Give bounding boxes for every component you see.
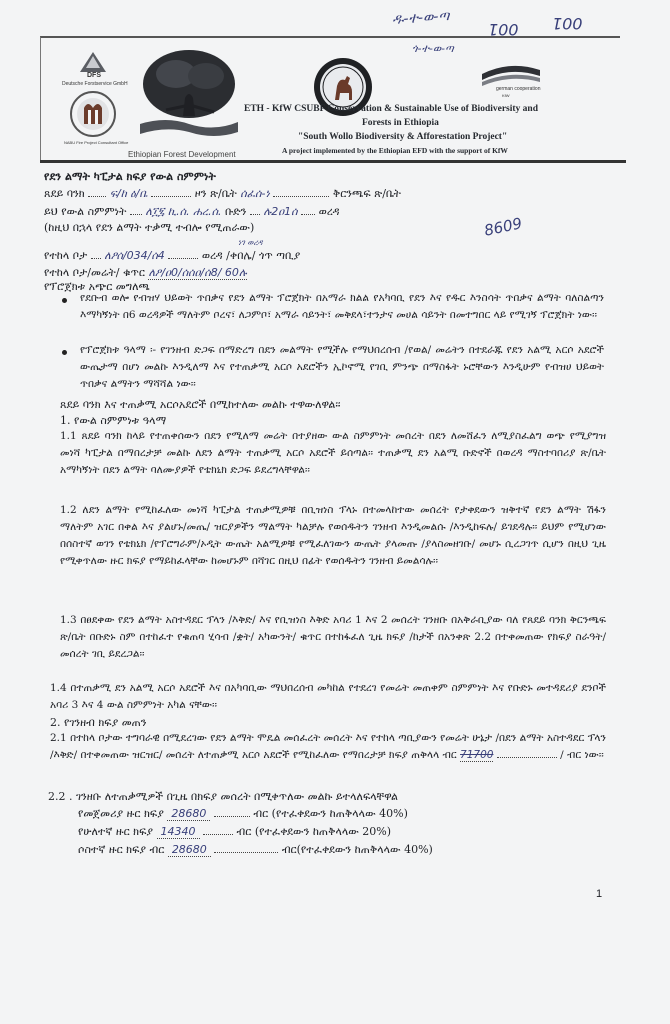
- beneficiary-note: (ከዚህ በኋላ የደን ልማት ተቃሚ ተብሎ የሚጠራው): [44, 221, 255, 234]
- section-2-title: 2. የገንዘብ ክፍያ መጠን: [50, 716, 147, 729]
- section-1-1: 1.1 ጸደይ ባንክ ከላይ የተጠቀሰውን በደን የሚለማ መሬት በተያዘው ውል ስምምነት መሰረት በደን ለመሸፈን ለሚያስፈልግ ወጭ የሚያግዝ መነሻ ካፒታል በማበረታቻ መልኩ ለደን ልማት ተጠቃሚ አርሶ አደሮች ይሰጣል፡፡ ተጠቃሚ ደን አልሚ ቡድኖች በወረዳ ማስተባበሪያ ጽ/ቤት አማካኝነት በደን ልማት ባለሙያዎች የቴክኒክ ድጋፍ ይደረግላቸዋል፡፡: [60, 430, 606, 476]
- section-1-3: 1.3 በፀደቀው የደን ልማት አስተዳደር ፕላን /እቅድ/ እና የቢዝነስ እቅድ አባሪ 1 እና 2 መሰረት ገንዘቡ በአቅራቢያው ባለ የጸደይ ባንክ ቅርንጫፍ ጽ/ቤት በቡድኑ ስም በተከፈተ የቁጠባ ሂሳብ /ቋት/ አካውንት/ ቁጥር በተከፋፈለ ጊዜ ክፍያ /ከታች በአንቀጽ 2.2 በተቀመጠው የክፍያ ስራዓት/ መሰረት ገቢ ይደረጋል፡፡: [60, 614, 606, 660]
- section-2-1-text: 2.1 በተከላ ቦታው ተግባራዊ በሚደረገው የደን ልማት ሞዴል መሰፈረት መሰረት እና የተከላ ጣቢያውን የመሬት ሁኔታ /በደን ልማት አስተዳደር ፕላን /እቅድ/ በተቀመጠው ዝርዝር/ መሰረት ለተጠቃሚ አርሶ አደሮች የሚከፈለው የማበረታቻ ክፍያ ጠቅላላ ብር: [50, 732, 606, 761]
- handwritten-note-b: ጎ-ተ-ወ-ጣ: [412, 42, 454, 55]
- payment-3-amount: 28680: [168, 843, 211, 857]
- handwritten-note-a: ዱ-ተ-ወ-ጣ: [391, 8, 451, 28]
- total-amount-unit: / ብር: [560, 749, 582, 761]
- bank-label: ጸደይ ባንክ: [44, 187, 85, 200]
- section-1-title: 1. የውል ስምምነቱ ዓላማ: [60, 414, 167, 427]
- kfw-sub: KfW: [502, 93, 510, 98]
- tree-logo: [136, 46, 242, 142]
- section-2-1: [50, 730, 606, 764]
- handwritten-ref-a: 001: [488, 20, 519, 39]
- section-1-4: 1.4 በተጠቃሚ ደን አልሚ አርሶ አደሮች እና በአካባቢው ማህበረሰብ መካከል የተደረገ የመሬት መጠቀም ስምምነት እና የቡድኑ መተዳደሪያ ደንቦች አባሪ 3 እና 4 ውል ስምምነት አካል ናቸው፡፡: [50, 682, 606, 711]
- bullet-text-1: የደቡብ ወሎ የብዝሃ ህይወት ጥበቃና የደን ልማት ፕሮጀክት በአማራ ክልል የአካባቢ የደን እና የዱር እንስሳት ጥበቃና ልማት ባለስልጣን እማካኝነት በ6 ወረዳዎች ማለትም ቦረና፣ ለጋምቦ፣ አማራ ሳይንት፣ መቅደላ፣ተንታና መሀል ሳይንት በመተግበር ላይ የሚገኝ ፕሮጀክት ነው፡፡: [80, 292, 604, 321]
- agreement-label: ይህ የውል ስምምነት: [44, 205, 127, 218]
- payment-2-label: የሁለተኛ ዙር ክፍያ: [78, 825, 154, 838]
- intro-line: ጸደይ ባንክ እና ተጠቃሚ አርሶአደሮች በሚከተለው መልኩ ተዋውለዋል፡፡: [60, 398, 341, 411]
- section-2-2: 2.2 . ገንዘቡ ለተጠቃሚዎች በጊዜ በክፍያ መሰረት በሚቀጥለው መልኩ ይተላለፍላቸዋል: [48, 790, 398, 803]
- handwritten-side-number: 8609: [482, 214, 524, 240]
- planting-site-location: ወረዳ /ቀበሌ/ ጎጥ ጣቢያ: [201, 249, 301, 262]
- payment-3-label: ሶስተኛ ዙር ክፍያ ብር: [78, 843, 165, 856]
- section-1-2: 1.2 ለደን ልማት የሚከፈለው መነሻ ካፒታል ተጠቃሚዎቹ በቢዝነስ ፕላኑ በተመላከተው መሰረት የታቀደውን ዝቅተኛ የደን ልማት ሽፋን ማለትም አገር በቀል እና ያልሆኑ/መጤ/ ዝርያዎችን ማልማት ካልቻሉ የወሰዱትን ገንዘብ እንዲመልሱ /እንዲከፍሉ/ ይገደዳሉ፡፡ ይህም የሚሆነው በሰስተኛ ወገን የቴክኒክ /የፕሮግራም/ኦዲት ውጤት አልሚዎቹ የሚፈለገውን ውጤት ያላመጡ /ያላስመዘገቡ/ መሆኑ ሲረጋገጥ ሲሆን በዚህ ጊዜ የሚቀጥለው ዙር ክፍያ የማይከፈላቸው ከመሆኑም በሻገር በዚህ በፊት የወሰዱትን ገንዘብ ይመልሳሉ፡፡: [60, 504, 606, 567]
- dfs-name: DFS: [87, 72, 101, 79]
- planting-site-row: [44, 248, 300, 262]
- dfs-footer: NABU Fire Project Consultant Office: [64, 140, 129, 145]
- handwritten-site-note: ነገ ወረዳ: [238, 238, 263, 247]
- bank-row: [44, 186, 401, 200]
- payment-row-1: [78, 806, 408, 820]
- header-title-line-4: A project implemented by the Ethiopian EFD with the support of KfW: [282, 146, 508, 155]
- handwritten-ref-b: 001: [552, 14, 583, 33]
- dfs-subtitle: Deutsche Forstservice GmbH: [62, 81, 128, 87]
- bank-value: ፍ/ከ ዕ/ቤ: [109, 187, 148, 200]
- bullet-text-2: የፕሮጀክቱ ዓላማ ፡- የገንዘብ ድጋፍ በማድረግ በደን መልማት የሚችሉ የማህበረሰብ /የወል/ መሬትን በተደራጁ የደን አልሚ አርሶ አደሮች ውጤታማ በሆነ መልኩ እንዲለማ እና የተጠቃሚ አርሶ አደሮችን ኢኮኖሚ የገቢ ምንጭ በማስፋት ኑሮቸውን እንዲሁም የብዝሀ ህይወት ጥበቃና ልማትን ማሻሻል ነው፡፡: [80, 344, 604, 390]
- zone-value: ሰፈሰ-ነ: [240, 187, 270, 200]
- page-number: 1: [596, 888, 603, 900]
- payment-2-amount: 14340: [157, 825, 200, 839]
- kfw-name: german cooperation: [496, 86, 541, 92]
- bullet-dot-2: [62, 350, 67, 355]
- plot-number-row: [44, 266, 247, 279]
- group-label: ቡድን: [225, 205, 247, 218]
- bullet-dot-1: [62, 298, 67, 303]
- header-title-line-3: "South Wollo Biodiversity & Afforestation Project": [298, 132, 508, 142]
- header-rule: [40, 160, 626, 163]
- payment-1-amount: 28680: [167, 807, 210, 821]
- plot-number-label: የተከላ ቦታ/መሬት/ ቁጥር: [44, 266, 145, 279]
- header-title-line-1: ETH - KfW CSUBF Conservation & Sustainable Use of Biodiversity and: [244, 104, 538, 114]
- payment-row-2: [78, 824, 391, 838]
- agreement-value: ለ፲፯ ኪ.ሰ. ሐረ.ሰ.: [145, 205, 222, 218]
- payment-2-unit: ብር (የተፈቀደውን ከጠቅላላው 20%): [236, 825, 392, 838]
- payment-3-unit: ብር(የተፈቀደውን ከጠቅላላው 40%): [281, 843, 433, 856]
- efd-caption: Ethiopian Forest Development: [128, 150, 236, 159]
- branch-label: ቅርንጫፍ ጽ/ቤት: [332, 187, 401, 200]
- payment-1-unit: ብር (የተፈቀደውን ከጠቅላላው 40%): [253, 807, 408, 820]
- group-value: ሉ2ዐ1ሰ: [263, 205, 298, 218]
- zone-office-label: ዞን ጽ/ቤት: [194, 187, 237, 200]
- total-amount-end: ነው፡፡: [584, 749, 604, 761]
- planting-site-value: ለዖሰ/034/ሰ4: [104, 249, 165, 262]
- payment-row-3: [78, 842, 433, 856]
- project-summary-title: የፕሮጀክቱ አጭር መግለጫ: [44, 280, 150, 293]
- agreement-row: [44, 204, 339, 218]
- planting-site-label: የተከላ ቦታ: [44, 249, 88, 262]
- total-amount: 71700: [460, 749, 494, 761]
- form-heading: የደን ልማት ካፒታል ክፍያ የውል ስምምነት: [44, 170, 216, 183]
- payment-1-label: የመጀመሪያ ዙር ክፍያ: [78, 807, 164, 820]
- header-title-line-2: Forests in Ethiopia: [362, 118, 439, 128]
- dfs-logo: [60, 50, 129, 146]
- plot-number-value: ለዖ/ዐ0/ሰሰዐ/ሰ8/ 60ሉ: [148, 266, 247, 279]
- woreda-label: ወረዳ: [318, 205, 340, 218]
- kfw-logo: [480, 60, 542, 100]
